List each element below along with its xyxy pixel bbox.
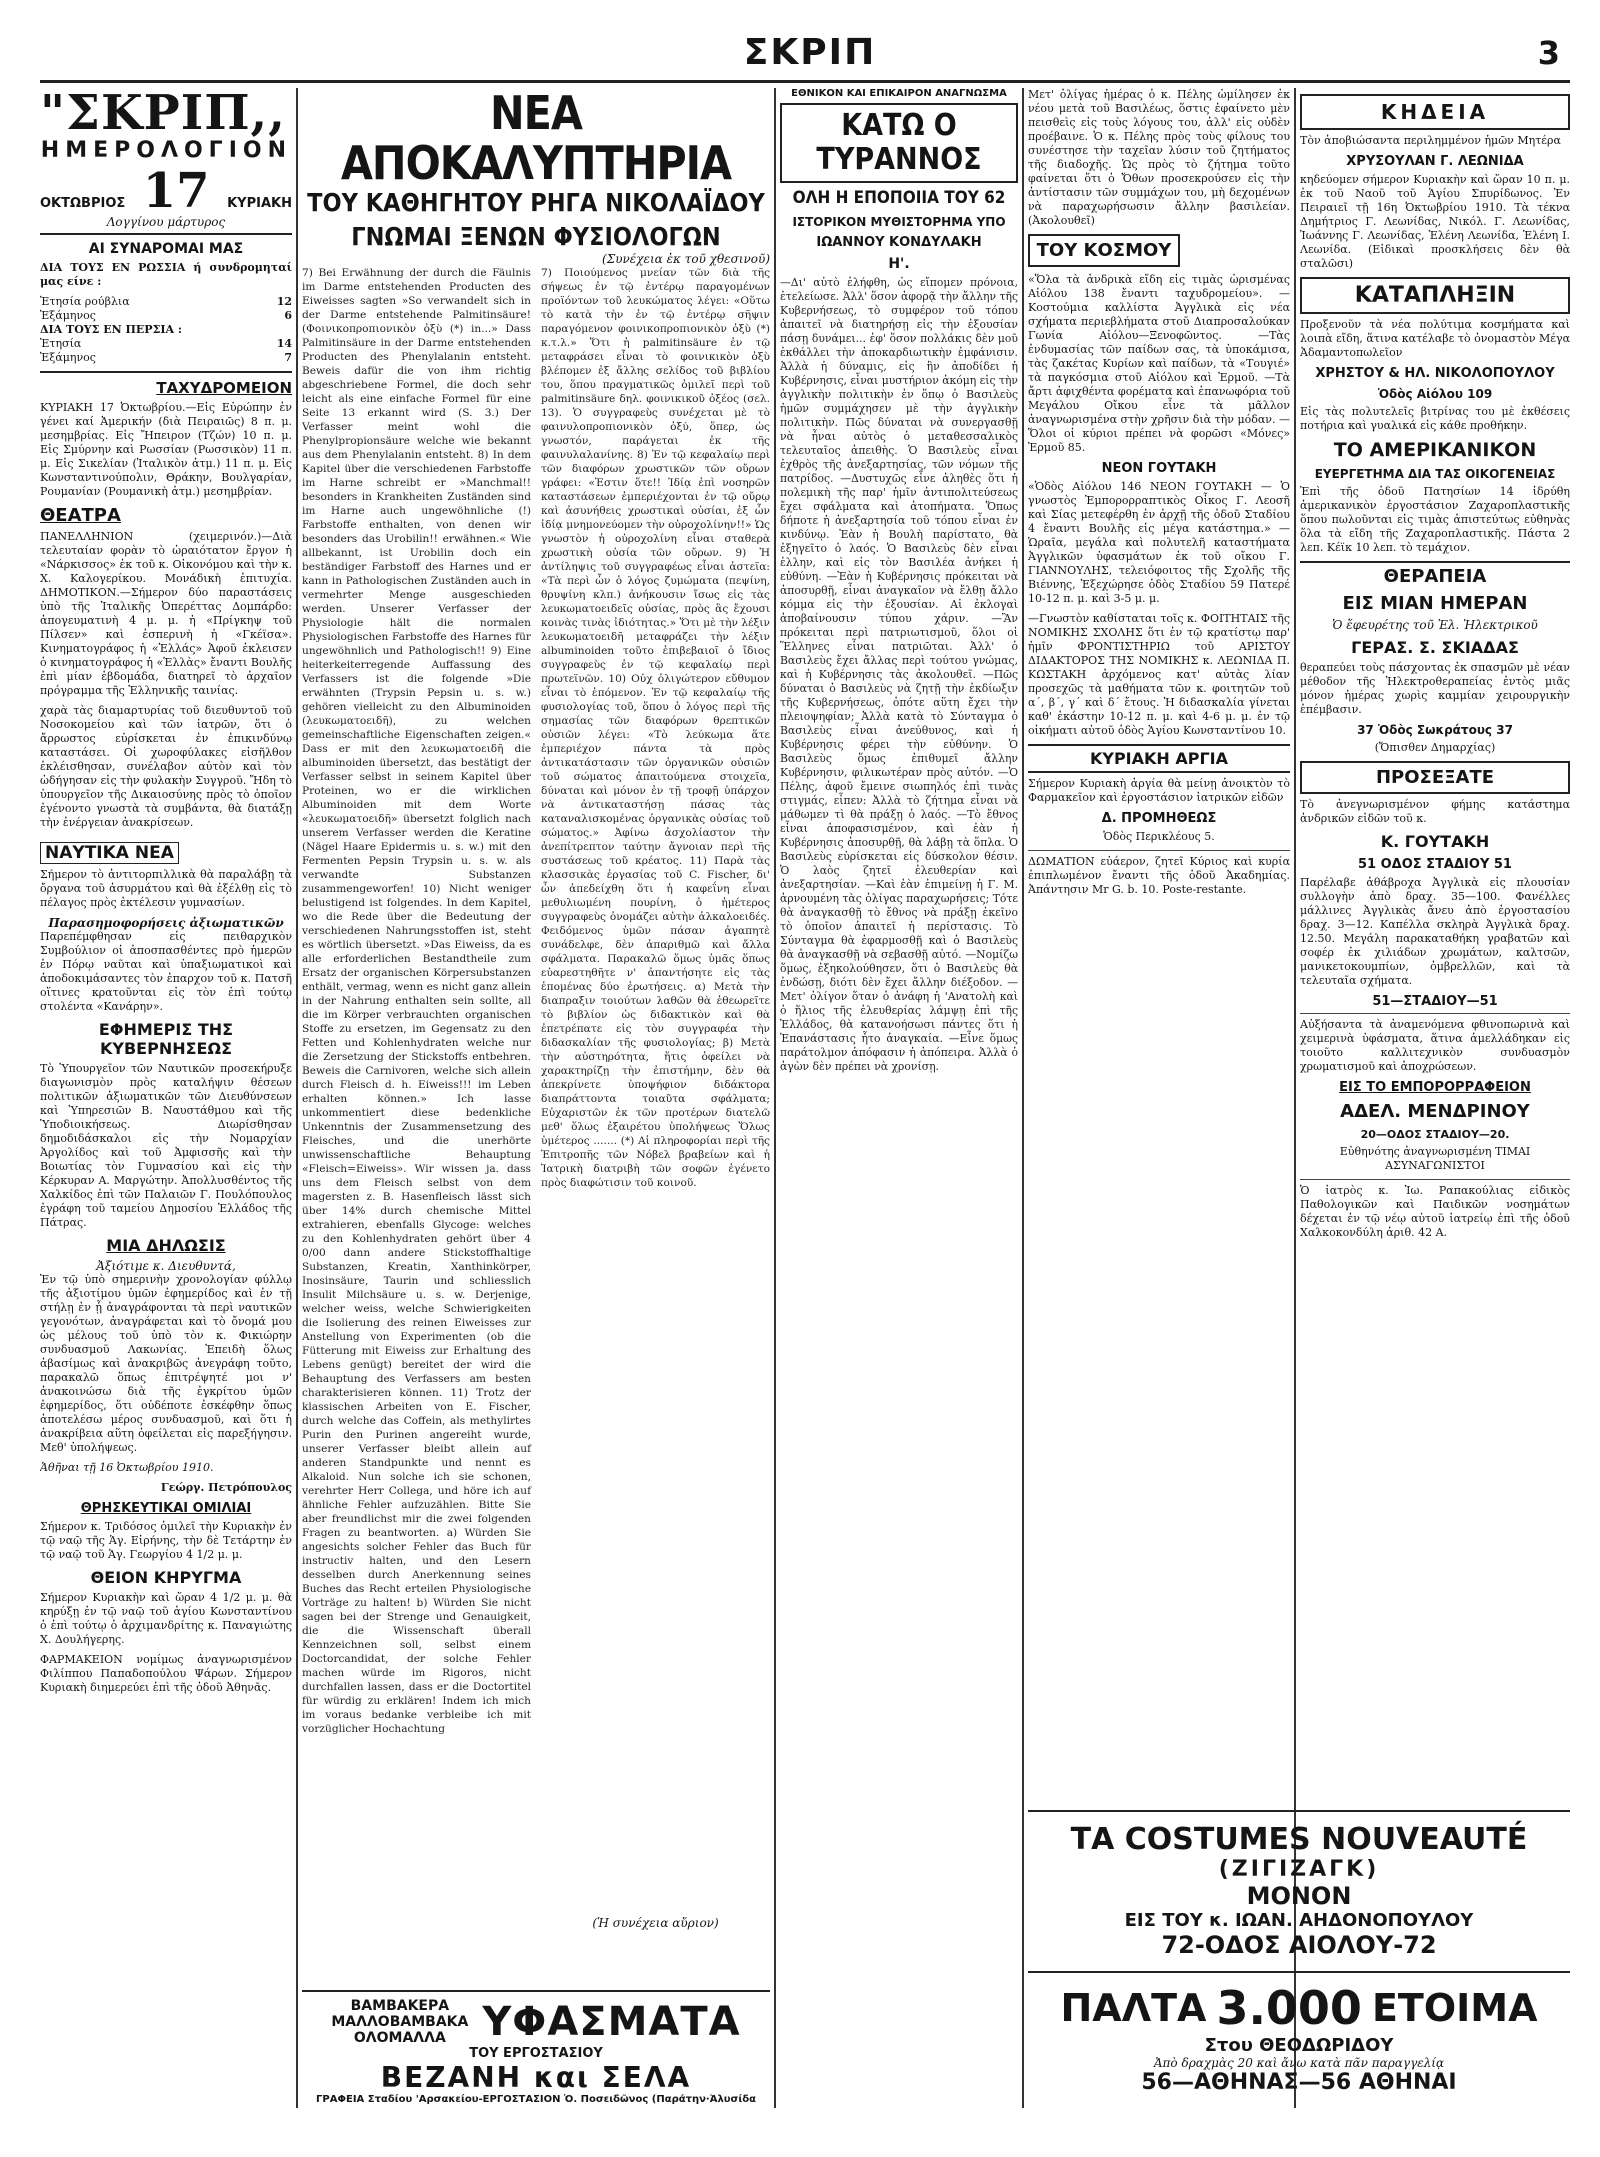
therapy-text: θεραπεύει τοὺς πάσχοντας ἐκ σπασμῶν μὲ νέαν μέθοδον τῆς Ἠλεκτροθεραπείας ἐντὸς μιᾶς μόνον ἡμέρας χωρὶς καμμίαν χειρουργικὴν ἐπέμβασιν. [1300, 661, 1570, 716]
tailor-address: 20—ΟΔΟΣ ΣΤΑΔΙΟΥ—20. [1360, 1128, 1510, 1141]
sub-row-value: 6 [284, 309, 292, 322]
jewellery-name: ΧΡΗΣΤΟΥ & ΗΛ. ΝΙΚΟΛΟΠΟΥΛΟΥ [1315, 366, 1555, 381]
masthead [40, 30, 1570, 83]
tailor-heading: ΕΙΣ ΤΟ ΕΜΠΟΡΟΡΡΑΦΕΙΟΝ [1339, 1080, 1531, 1095]
attention-text: Τὸ ἀνεγνωρισμένον φήμης κατάστημα ἀνδρικῶν εἰδῶν τοῦ κ. [1300, 798, 1570, 825]
column-4 [1028, 88, 1290, 1808]
attention-text-2: Παρέλαβε ἀθάβροχα Ἀγγλικὰ εἰς πλουσίαν συλλογὴν ἀπὸ δραχ. 35—100. Φανέλλες μάλλινες Ἀγγλικὰς ἄνευ ἀπὸ ἐργοστασίου δραχ. 3—12. Καπέλλα σκληρὰ Ἀγγλικὰ δραχ. 12.50. Μεγάλη παρακαταθήκη γραβατῶν καὶ σοφέρ ἐκ χιλιάδων χρωμάτων, καλτσῶν, μανικετοκουμπίων, ὀμβρελλῶν, καὶ τὰ τελευταῖα σχήματα. [1300, 876, 1570, 987]
argia-name: Δ. ΠΡΟΜΗΘΕΩΣ [1101, 811, 1217, 826]
sermon-heading: ΘΕΙΟΝ ΚΗΡΥΓΜΑ [90, 1568, 242, 1587]
post-heading: ΤΑΧΥΔΡΟΜΕΙΟΝ [156, 379, 292, 397]
column-2 [302, 88, 770, 2108]
gov-heading: ΕΦΗΜΕΡΙΣ ΤΗΣ ΚΥΒΕΡΝΗΣΕΩΣ [98, 1020, 234, 1058]
theatre-text: ΠΑΝΕΛΛΗΝΙΟΝ (χειμερινόν.)—Διὰ τελευταίαν φορὰν τὸ ὡραιότατον ἔργον ἡ «Νάρκισσος» ἐκ τοῦ κ. Οἰκονόμου καὶ τὴν κ. Χ. Καλογερίκου. Μονάδικὴ ἐπιτυχία. ΔΗΜΟΤΙΚΟΝ.—Σήμερον δύο παραστάσεις ὑπὸ τῆς Ἰταλικῆς Ὀπερέττας Δομπάρδο: ἀπογευματινὴ 4 μ. μ. ἡ «Πρίγκηψ τοῦ Πίλσεν» καὶ ἑσπερινὴ ἡ «Γκέϊσα». Κινηματογράφος ἡ «Ἑλλάς» Ἀφοῦ ἐκλεισεν ὁ κινηματογράφος ἡ «Ἑλλὰς» ἔναντι Βουλῆς ἐπὶ μίαν ἑβδομάδα, διατηρεῖ τὸ ἀρχαῖον πρόγραμμα τῆς Ἑλληνικῆς ταινίας. [40, 530, 292, 697]
goutaki-heading: ΝΕΟΝ ΓΟΥΤΑΚΗ [1101, 461, 1217, 476]
declaration-heading: ΜΙΑ ΔΗΛΩΣΙΣ [106, 1236, 226, 1255]
law-school-text: —Γνωστὸν καθίσταται τοῖς κ. ΦΟΙΤΗΤΑΙΣ τῆς ΝΟΜΙΚΗΣ ΣΧΟΛΗΣ ὅτι ἐν τῷ κρατίστῳ παρ' ἡμῖν ΦΡΟΝΤΙΣΤΗΡΙΩ τοῦ ΑΡΙΣΤΟΥ ΔΙΔΑΚΤΟΡΟΣ ΤΗΣ ΝΟΜΙΚΗΣ κ. ΛΕΩΝΙΔΑ Π. ΚΩΣΤΑΚΗ ἀρχόμενος κατ' αὐτὰς λίαν προσεχῶς τὰ μαθήματα τῶν κ. φοιτητῶν τοῦ α΄, β΄, γ΄ καὶ δ΄ ἔτους. Ἡ διδασκαλία γίνεται καθ' ἑκάστην 10-12 π. μ. καὶ 4-6 μ. μ. ἐν τῷ οἰκήματι αὐτοῦ ὁδὸς Ἁγίου Κωνσταντίνου 10. [1028, 612, 1290, 737]
costumes-ad [1028, 1810, 1570, 1959]
funeral-heading: ΚΗΔΕΙΑ [1300, 94, 1570, 130]
naval-text-2: Παρεπέμφθησαν εἰς πειθαρχικὸν Συμβούλιον οἱ ἀποσπασθέντες πρὸ ἡμερῶν ἐν Πόρῳ ναῦται καὶ ὑπαξιωματικοὶ καὶ ἀποδοκιμάσαντες τὸν ἐπαρχον τοῦ κ. Πατσῆ οἵτινες κρατοῦνται εἰς τὸν ἐπὶ τούτῳ στολέντα «Κανάρην». [40, 930, 292, 1013]
column-3 [780, 88, 1018, 2108]
theatre-text-2: χαρὰ τὰς διαμαρτυρίας τοῦ διευθυντοῦ τοῦ Νοσοκομείου καὶ τῶν ἰατρῶν, ὅτι ὁ ἄρρωστος εὑρίσκεται ἐν ἐπικινδύνῳ καταστάσει. Οἱ χωροφύλακες εἰσῆλθον ἐκλέισθησαν, συνέλαβον αὐτὸν καὶ τὸν ὡδήγησαν εἰς τὴν φυλακὴν Συγγροῦ. Ἤδη τὸ ὑπουργεῖον τῆς Δικαιοσύνης πρὸς τὸ ὁποῖον ἐγένοντο γνωστὰ τὰ συμβάντα, θὰ διατάξῃ τὴν ἐνέργειαν ἀνακρίσεων. [40, 704, 292, 829]
theatre-heading: ΘΕΑΤΡΑ [40, 505, 121, 526]
pharmacy-text: ΦΑΡΜΑΚΕΙΟΝ νομίμως ἀναγνωρισμένον Φιλίππου Παπαδοπούλου Ψάρων. Σήμερον Κυριακὴ διημερεύει ἐπὶ τῆς ὁδοῦ Ἀθηνᾶς. [40, 1653, 292, 1694]
headline-3: ΓΝΩΜΑΙ ΞΕΝΩΝ ΦΥΣΙΟΛΟΓΩΝ [351, 222, 721, 251]
therapy-name: ΓΕΡΑΣ. Σ. ΣΚΙΑΔΑΣ [1351, 638, 1519, 657]
ad-address: ΓΡΑΦΕΙΑ Σταδίου 'Αρσακείου-ΕΡΓΟΣΤΑΣΙΟΝ Ὁ. Ποσειδῶνος (Παράτην·Ἀλυσίδα [316, 2094, 756, 2105]
attention-name: Κ. ΓΟΥΤΑΚΗ [1380, 832, 1490, 851]
sub-row-label: Ἑξάμηνος [40, 351, 96, 364]
column-rule [1294, 88, 1296, 2108]
declaration-date: Ἀθῆναι τῇ 16 Ὀκτωβρίου 1910. [40, 1461, 214, 1474]
serial-genre: ΙΣΤΟΡΙΚΟΝ ΜΥΘΙΣΤΟΡΗΜΑ ΥΠΟ [792, 215, 1006, 229]
tailor-name: ΑΔΕΛ. ΜΕΝΔΡΙΝΟΥ [1340, 1101, 1530, 1122]
religious-text: Σήμερον κ. Τριδόσος ὁμιλεῖ τὴν Κυριακὴν ἐν τῷ ναῷ τῆς Ἁγ. Εἰρήνης, τὴν δὲ Τετάρτην ἐν τῷ ναῷ τοῦ Ἁγ. Γεωργίου 4 1/2 μ. μ. [40, 1520, 292, 1561]
room-ad: ΔΩΜΑΤΙΟΝ εὐάερον, ζητεῖ Κύριος καὶ κυρία ἐπιπλωμένον ἔναντι τῆς ὁδοῦ Ἀκαδημίας. Ἀπάντησιν Mr G. b. 10. Poste-restante. [1028, 855, 1290, 896]
funeral-text: Τὸν ἀποβιώσαντα περιλημμένον ἡμῶν Μητέρα [1300, 134, 1561, 147]
coats-price: Ἀπὸ δραχμὰς 20 καὶ ἄνω κατὰ πᾶν παραγγελίᾳ [1153, 2056, 1445, 2070]
column-5 [1300, 88, 1570, 1808]
headline-2: ΤΟΥ ΚΑΘΗΓΗΤΟΥ ΡΗΓΑ ΝΙΚΟΛΑΪΔΟΥ [307, 188, 765, 217]
costumes-subtitle: (ΖΙΓΙΖΑΓΚ) [1218, 1857, 1380, 1882]
serial-continuation: Μετ' ὀλίγας ἡμέρας ὁ κ. Πέλης ὡμίλησεν ἐκ νέου μετὰ τοῦ Βασιλέως, ὅστις ἐφαίνετο μὲν πεισθεὶς εἰς τοὺς λόγους του, ἀλλ' εἰς οὐδὲν προέβαινε. Ὁ κ. Πέλης πρὸς τοὺς φίλους του συνέστησε τὴν ταχεῖαν λύσιν τοῦ ζητήματος τῆς διαδοχῆς. Ὡς πρὸς τὸ ζήτημα τοῦτο φαίνεται ὅτι ὁ Ὄθων προσεκρούσεν εἰς τὴν ἀντίστασιν τῶν συμμάχων του, μὴ δεχομένων νὰ παραχωρήσωσιν ἄλλην βασιλείαν. (Ἀκολουθεῖ) [1028, 88, 1290, 227]
continued-tomorrow: (Ἡ συνέχεια αὔριον) [592, 1916, 719, 1930]
serial-kicker: ΕΘΝΙΚΟΝ ΚΑΙ ΕΠΙΚΑΙΡΟΝ ΑΝΑΓΝΩΣΜΑ [791, 88, 1007, 99]
calendar-box [40, 88, 292, 235]
funeral-name: ΧΡΥΣΟΥΛΑΝ Γ. ΛΕΩΝΙΔΑ [1346, 154, 1524, 169]
jewellery-heading: ΚΑΤΑΠΛΗΞΙΝ [1300, 277, 1570, 314]
masthead-title: ΣΚΡΙΠ [743, 32, 877, 73]
column-1 [40, 88, 292, 2108]
attention-address-2: 51—ΣΤΑΔΙΟΥ—51 [1372, 994, 1498, 1009]
ad-big-word: ΥΦΑΣΜΑΤΑ [482, 1999, 741, 2045]
textile-ad [302, 1990, 770, 2105]
sub-row-value: 14 [276, 337, 292, 350]
serial-text: —Δι' αὐτὸ ἐλήφθη, ὡς εἴπομεν πρόνοια, ἐτελείωσε. Ἀλλ' ὅσον ἀφορᾷ τὴν ἄλλην τῆς Κυβερνήσεως, τὸ συμφέρον τοῦ τόπου ἀπαιτεῖ νὰ διατηρήσῃ εἰς τὴν ἐξουσίαν πάσῃ δυνάμει... ἐφ' ὅσον πολλάκις δὲν μοῦ ἐκθάλλει τὴν ἀποκαρδιωτικὴν ἐμφάνισιν. Ἀλλὰ ἡ δύναμις, εἰς ἣν ἀποδίδει ἡ Κυβέρνησις, εἶναι μυστήριον ἀκόμη εἰς τὴν ἀγγλικὴν πολιτικὴν ἐν ὅπῳ ὁ Βασιλεὺς ἡμῶν συμμάχησεν μὲ τὴν ἀγγλικὴν πολιτικὴν. Πῶς δύναται νὰ συνεργασθῇ νὰ ἦναι αὐτὸς ὁ μεταθεσσαλικὸς τελευταῖος ἀπειθὴς. Ὁ Βασιλεὺς εἶναι ἐχθρὸς τῆς ἀνεξαρτησίας, τῶν νόμων τῆς πατρίδος. —Δυστυχῶς εἶνε ἀληθὲς ὅτι ἡ πολεμικὴ τῆς παρ' ἡμῖν ἀντιπολιτεύσεως ἔχει σφάλματα καὶ ἀτοπήματα. Ὅπως δήποτε ἡ ἀνεξαρτησία τοῦ τόπου εἶναι ἐν κινδύνῳ. Ἐὰν ἡ Βουλὴ παρίστατο, θὰ ἐξηγεῖτο ὁ λαός. Ὁ Βασιλεὺς δὲν εἶναι ἑλλην, καὶ εἰς τὸν Βασιλέα ἀνήκει ἡ εὐθύνη. —Ἐὰν ἡ Κυβέρνησις πρόκειται νὰ ἀποσυρθῇ, εἶναι ἀναγκαῖον νὰ ἔλθῃ ἄλλο κόμμα εἰς τὴν ἐξουσίαν. Αἱ ἐκλογαὶ ἀποβαίνουσιν τύπου χάριν. —Ἂν πρόκειται περὶ πατριωτισμοῦ, ὅλοι οἱ Ἕλληνες εἶναι πατριῶται. Ἀλλ' ὁ Βασιλεὺς ἔχει ἄλλας περὶ τούτου γνώμας, καὶ ἡ Κυβέρνησις τὰς ἀκολουθεῖ. —Πῶς δύναται ὁ Βασιλεὺς νὰ ζητῇ τὴν ἐκδίωξιν τῆς Κυβερνήσεως, ὁπότε αὕτη ἔχει τὴν πλειοψηφίαν; Ἀλλὰ κατὰ τὸ Σύνταγμα ὁ Βασιλεὺς εἶναι ἀνεύθυνος, καὶ ἡ Κυβέρνησις φέρει τὴν εὐθύνην. Ὁ Βασιλεὺς ὅμως ἐπιθυμεῖ ἄλλην Κυβέρνησιν, φιλικωτέραν πρὸς αὐτόν. —Ὁ Πέλης, ἀφοῦ ἔμεινε σιωπηλός ἐπὶ τινὰς στιγμάς, εἶπεν: Ἀλλὰ τὸ ζήτημα εἶναι νὰ μάθωμεν τὶ θὰ πράξῃ ὁ λαός. —Τὸ ἔθνος εἶναι ἀποφασισμένον, καὶ ἐὰν ἡ Κυβέρνησις ἀποσυρθῇ, θὰ λάβῃ τὰ ὅπλα. Ὁ Βασιλεὺς εὑρίσκεται εἰς δύσκολον θέσιν. Ὁ λαὸς ζητεῖ ἐλευθερίαν καὶ ἀνεξαρτησίαν. —Καὶ ἐὰν ἐπιμείνῃ ἡ Γ. Μ. ἀρνουμένη τὰς ὀλίγας παραχωρήσεις; Τότε θὰ ἀναγκασθῇ τὸ ἔθνος νὰ πράξῃ ἐκεῖνο τὸ ὁποῖον ἀπαιτεῖ ἡ περίστασις. Τὸ Σύνταγμα θὰ ἐφαρμοσθῇ καὶ ὁ Βασιλεὺς θὰ ἀναγκασθῇ νὰ σεβασθῇ αὐτό. —Νομίζω ὅμως, ἐξηκολούθησεν, ὅτι ὁ Βασιλεὺς θὰ ἐνδώσῃ, διότι δὲν ἔχει ἄλλην διέξοδον. —Μετ' ὀλίγον ὅταν ὁ ἀνάφη ἡ 'Ανατολὴ καὶ ὁ ἥλιος τῆς ἐλευθερίας λάμψῃ ἐπὶ τῆς Ἑλλάδος, θὰ κατανοήσωσι πάντες ὅτι ἡ Ἐπανάστασις ἦτο ἀναγκαία. —Εἶνε ὅμως παράτολμον ἀπόφασιν ἡ ἀπόπειρα. Ἀλλὰ ὁ ἀγὼν δὲν πρέπει νὰ χρονίσῃ. [780, 276, 1018, 1073]
costumes-title: ΤΑ COSTUMES NOUVEAUTÉ [1070, 1822, 1528, 1857]
doctor-ad: Ὁ ἰατρὸς κ. Ἰω. Ραπακούλιας εἰδικὸς Παθολογικῶν καὶ Παιδικῶν νοσημάτων δέχεται ἐν τῷ νέῳ αὐτοῦ ἰατρείῳ ἐπὶ τῆς ὁδοῦ Χαλκοκονδύλη ἀριθ. 42 Α. [1300, 1184, 1570, 1239]
sub-row-label: Ἐτησία [40, 337, 82, 350]
jewellery-text-2: Εἰς τὰς πολυτελεῖς βιτρίνας του μὲ ἐκθέσεις ποτήρια καὶ γυαλικά εἰς κάθε προθήκην. [1300, 405, 1570, 432]
subscriptions-russia: ΔΙΑ ΤΟΥΣ ΕΝ ΡΩΣΣΙΑ ή συνδρομηταί μας είνε : [40, 261, 292, 288]
post-text: ΚΥΡΙΑΚΗ 17 Ὀκτωβρίου.—Εἰς Εὐρώπην ἐν γένει καί Ἀμερικήν (διὰ Πειραιῶς) 8 π. μ. μεσημβρίας. Εἰς Ἤπειρον (Τζών) 10 π. μ. Εἰς Σμύρνην καὶ Ρωσσίαν (Ρωσσικὸν) 11 π. μ. Εἰς Σικελίαν (Ἰταλικὸν ἀτμ.) 11 π. μ. Εἰς Κωνσταντινούπολιν, Θράκην, Βουλγαρίαν, Ρουμανίαν (Ρουμανικὴ ἀτμ.) μεσημβρίαν. [40, 401, 292, 498]
coats-address: 56—ΑΘΗΝΑΣ—56 ΑΘΗΝΑΙ [1141, 2070, 1457, 2095]
calendar-subtitle: ΗΜΕΡΟΛΟΓΙΟΝ [40, 138, 292, 163]
newspaper-page [40, 30, 1570, 2120]
page-number: 3 [1537, 34, 1560, 72]
naval-text: Σήμερον τὸ ἀντιτορπιλλικὰ θὰ παραλάβῃ τὰ ὄργανα τοῦ ἀσυρμάτου καὶ θὰ ἐξέλθῃ εἰς τὸ πέλαγος πρὸς ἐκτέλεσιν γυμνασίων. [40, 868, 292, 909]
declaration-signature: Γεώργ. Πετρόπουλος [160, 1481, 292, 1494]
argia-heading: ΚΥΡΙΑΚΗ ΑΡΓΙΑ [1028, 744, 1290, 773]
ad-line-3: ΟΛΟΜΑΛΛΑ [353, 2030, 446, 2046]
argia-address: Ὁδὸς Περικλέους 5. [1103, 830, 1215, 843]
coats-shop: Στου ΘΕΟΔΩΡΙΔΟΥ [1204, 2035, 1394, 2056]
subscriptions-table [40, 295, 292, 365]
therapy-intro: Ὁ ἔφευρέτης τοῦ Ἐλ. Ἠλεκτρικοῦ [1332, 618, 1538, 632]
ad-line-1: ΒΑΜΒΑΚΕΡΑ [350, 1998, 450, 2014]
naval-heading: ΝΑΥΤΙΚΑ ΝΕΑ [40, 842, 179, 864]
american-text: Ἐπὶ τῆς ὁδοῦ Πατησίων 14 ἱδρύθη ἀμερικανικὸν ἐργοστάσιον Ζαχαροπλαστικῆς ὅπου πωλοῦνται εἰς τιμὰς ἀπιστεύτως εὐθηνὰς ὅλα τὰ εἴδη τῆς Ζαχαροπλαστικῆς. Πάστα 2 λεπ. Κέϊκ 10 λεπ. τὸ τεμάχιον. [1300, 485, 1570, 554]
jewellery-address: Ὁδὸς Αἰόλου 109 [1377, 387, 1493, 401]
serial-headline: ΚΑΤΩ Ο ΤΥΡΑΝΝΟΣ [780, 103, 1018, 183]
calendar-day: 17 [142, 163, 210, 219]
attention-heading: ΠΡΟΣΕΞΑΤΕ [1300, 761, 1570, 794]
subscriptions-heading: ΑΙ ΣΥΝΑΡΟΜΑΙ ΜΑΣ [88, 241, 244, 257]
sermon-text: Σήμερον Κυριακὴν καὶ ὥραν 4 1/2 μ. μ. θὰ κηρύξῃ ἐν τῷ ναῷ τοῦ ἁγίου Κωνσταντίνου ὁ ἐπὶ τούτῳ ὁ ἀρχιμανδρίτης κ. Παναγιώτης Χ. Δουλήγερης. [40, 1591, 292, 1646]
funeral-text-2: κηδεύομεν σήμερον Κυριακὴν καὶ ὥραν 10 π. μ. ἐκ τοῦ Ναοῦ τοῦ Ἁγίου Σπυρίδωνος. Ἐν Πειραιεῖ τῇ 16η Ὀκτωβρίου 1910. Τὰ τέκνα Δημήτριος Γ. Λεωνίδας, Νικόλ. Γ. Λεωνίδας, Ἰωάννης Γ. Λεωνίδας, Ἑλένη Λεωνίδα, Ἑλένη Ι. Λεωνίδα. (Εἰδικαὶ προσκλήσεις δὲν θὰ σταλῶσι) [1300, 173, 1570, 270]
calendar-month: ΟΚΤΩΒΡΙΟΣ [40, 196, 126, 211]
therapy-heading-2: ΕΙΣ ΜΙΑΝ ΗΜΕΡΑΝ [1342, 593, 1528, 614]
therapy-address-2: (Ὄπισθεν Δημαρχίας) [1374, 741, 1496, 754]
declaration-salutation: Ἀξιότιμε κ. Διευθυντά, [96, 1259, 236, 1273]
coats-ready: ΕΤΟΙΜΑ [1371, 1986, 1538, 2030]
german-text: 7) Bei Erwähnung der durch die Fäulnis im Darme entstehenden Producten des Eiweisses sagten »So verwandelt sich in der Darme entstehende Palmitinsäure! (Φοινικοπροπιονικὸν ὀξὺ (*) in...» Dass Palmitinsäure in der Darme entstehenden Producten des Phenylalanin entsteht. Beweis dafür die von ihm richtig abgeschriebene Formel, die doch sehr leicht als eine einfache Formel für eine Seite 13 erkannt wird (S. 3.) Der Verfasser meint wohl die Phenylpropionsäure welche wie bekannt aus dem Phenylalanin entsteht. 8) In dem Kapitel über die verschiedenen Farbstoffe im Harne schreibt er »Manchmal!! besonders in Krankheiten Zuständen sind im Harne auch ungewöhnliche (!) Farbstoffe enthalten, von denen wir besonders das Urobilin!! erwähnen.« Wie allbekannt, ist Urobilin doch ein beständiger Farbstoff des Harnes und er kann in Pathologischen Zuständen auch in vermehrter Menge ausgeschieden werden. Unserer Verfasser der Physiologie hält die normalen Physiologischen Farbstoffe des Harnes für ungewöhnlich und Pathologisch!! 9) Eine heiterkeiterregende Auffassung des Verfassers ist die folgende »Die erwähnten (Trypsin Pepsin u. s. w.) gehören vielleicht zu den Albuminoiden (λευκωματοειδῆ), zu welchen gemeinschaftliche Eigenschaften zeigen.« Dass er mit den λευκωματοειδῆ die albuminoiden übersetzt, das bestätigt der Verfasser selbst in seinem Kapitel über Proteinen, wo er die wirklichen Albuminoiden mit dem Worte «λευκωματοειδῆ» übersetzt folglich nach unserem Verfasser werden die Keratine (Nägel Haare Epidermis u. s. w.) mit den Fermenten Pepsin Trypsin u. s. w. als verwandte Substanzen zusammengeworfen! 10) Nicht weniger belustigend ist folgendes. In dem Kapitel, wo die Rede über die Bedeutung der verschiedenen Nahrungsstoffen ist, steht es wörtlich übersetzt. »Das Eiweiss, da es alle erforderlichen Bestandtheile zum Ersatz der organischen Körpersubstanzen enthält, vermag, wenn es nicht ganz allein in der Nahrung enthalten sein sollte, all die im Körper verbrauchten organischen Stoffe zu ersetzen, im Gegensatz zu den Fetten und Kohlenhydraten welche nur die Zersetzung der Stickstoffs entbehren. Beweis die Carnivoren, welche sich allein durch Fleisch d. h. Eiweiss!!! im Leben erhalten können.» Ich lasse unkommentiert diese bedenkliche Unkenntnis der Zusammensetzung des Fleisches, und die unerhörte unwissenschaftliche Behauptung «Fleisch=Eiweiss». Wir wissen ja. dass uns dem Fleisch selbst von dem magersten z. B. Hasenfleisch lässt sich über 14% durch chemische Mittel extrahieren, ebenfalls Glycoge: welches zu den Kohlenhydraten gehört über 4 0/00 dann andere Stickstoffhaltige Substanzen, Kreatin, Xanthinkörper, Inosinsäure, Taurin und schliesslich Insulit Milchsäure u. s. w. Derjenige, welcher weiss, welche Schwierigkeiten die Isolierung des reinen Eiweisses zur Anstellung von Experimenten (ob die Fütterung mit Eiweiss zur Erhaltung des Lebens genügt) bereitet der wird die Behauptung des Verfassers am besten charakterisieren können. 11) Trotz der klassischen Arbeiten von E. Fischer, durch welche das Coffein, als methylirtes Purin den Purinen angereiht wurde, unserer Verfasser bleibt allein auf anderen Standpunkte und nennt es Alkaloid. Nun solche ich sie schonen, verehrter Herr Collega, und höre ich auf ähnliche Fehler aufzuzählen. Bitte Sie aber freundlichst mir die zwei folgenden Fragen zu beantworten. a) Würden Sie angesichts solcher Fehler das Buch für instructiv halten, und den Lesern desselben durch Anerkennung seines Buches das Recht erteilen Physiologische Vorträge zu halten! b) Würden Sie nicht sagen bei der Strenge und Genauigkeit, die die Wissenschaft überall Kennzeichnen soll, selbst einem Doctorcandidat, der solche Fehler machen würde im Rigoros, nicht durchfallen lassen, dass er die Doctortitel für würdig zu erklären! Indem ich mich im voraus bedanke verbleibe ich mit vorzüglicher Hochachtung [302, 267, 531, 1735]
religious-heading: ΘΡΗΣΚΕΥΤΙΚΑΙ ΟΜΙΛΙΑΙ [80, 1501, 252, 1516]
calendar-title: "ΣΚΡΙΠ,, [40, 88, 286, 141]
costumes-address: 72-ΟΔΟΣ ΑΙΟΛΟΥ-72 [1161, 1931, 1437, 1959]
costumes-shop: ΕΙΣ ΤΟΥ κ. ΙΩΑΝ. ΑΗΔΟΝΟΠΟΥΛΟΥ [1124, 1910, 1474, 1931]
sub-row-label: Ἑξάμηνος [40, 309, 96, 322]
argia-text: Σήμερον Κυριακὴ ἀργία θὰ μείνῃ ἀνοικτὸν τὸ Φαρμακεῖον καὶ ἐργοστάσιον ἰατρικῶν εἰδῶν [1028, 777, 1290, 804]
article-body [302, 266, 770, 1966]
column-rule [296, 88, 298, 2108]
continued-note: (Συνέχεια ἐκ τοῦ χθεσινοῦ) [602, 252, 770, 266]
headline-1: ΝΕΑ ΑΠΟΚΑΛΥΠΤΗΡΙΑ [340, 88, 732, 190]
kosmos-text: «Ὅλα τὰ ἀνδρικὰ εἴδη εἰς τιμὰς ὡρισμένας Αἰόλου 138 ἔναντι ταχυδρομείου». —Κοστούμια καλλίστα Ἀγγλικὰ εἰς νέα σχήματα περιεβλήματα στοῦ Διαπροσαλούκαν Γωνία Αἰόλου—Ξενοφῶντος. —Τὰς ἐνδυμασίας τῶν παίδων σας, τὰ ὑποκάμισα, τὰς ζακέτας Κυρίων καὶ παίδων, τὰ «Τουγιέ» τὰ παγκόσμια στοῦ Αἰόλου καὶ Ἐρμοῦ. —Τὰ ἄρτι ἀφιχθέντα φορέματα καὶ ἐπανωφόρια τοῦ Μεγάλου Οἴκου εἶνε τὰ μᾶλλον ἀναγνωρισμένα στὴν χρῆσιν διὰ τὴν μόδαν. —Ὅλοι οἱ κύριοι πρέπει νὰ φορῶσι «Μόνες» Ἐρμοῦ 85. [1028, 273, 1290, 454]
coats-ad [1028, 1971, 1570, 2095]
ad-line-2: ΜΑΛΛΟΒΑΜΒΑΚΑ [331, 2014, 469, 2030]
kosmos-heading: ΤΟΥ ΚΟΣΜΟΥ [1028, 234, 1180, 267]
goutaki-text: «Ὁδὸς Αἰόλου 146 ΝΕΟΝ ΓΟΥΤΑΚΗ — Ὁ γνωστὸς Ἐμπορορραπτικὸς Οἶκος Γ. Λεοσῆ καὶ Σίας μετεφέρθη ἐν ἀρχῇ τῆς ὁδοῦ Σταδίου 4 ἔναντι Βουλῆς εἰς μέγα κατάστημα.» —Ὡραῖα, μεγάλα καὶ πολυτελῆ καταστήματα Ἀγγλικῶν ὑφασμάτων ἐκ τοῦ οἴκου Γ. ΓΙΑΝΝΟΥΛΗΣ, τελειόφοιτος τῆς Σχολῆς τῆς Βιέννης, Ἐξεχώρησε ὁδὸς Σταδίου 59 Πατερέ 10-12 π. μ. καὶ 3-5 μ. μ. [1028, 480, 1290, 605]
expand-text: Αὐξήσαντα τὰ ἀναμενόμενα φθινοπωρινὰ καὶ χειμερινὰ ὑφάσματα, ἅτινα ἀμελλάδηκαν εἰς τοιοῦτο καλλιτεχνικὸν συνδυασμὸν χρωματισμοῦ καὶ ἀποχρώσεων. [1300, 1018, 1570, 1073]
gov-text: Τὸ Ὑπουργεῖον τῶν Ναυτικῶν προσεκήρυξε διαγωνισμὸν πρὸς καταλήψιν θέσεων πολιτικῶν ἀξιωματικῶν τῶν Διευθύνσεων καὶ Ὑπηρεσιῶν Β. Ναυστάθμου καὶ τῆς Ὑποδιοικήσεως. Διωρίσθησαν δημοδιδάσκαλοι εἰς τὴν Νομαρχίαν Ἀργολίδος καὶ τοῦ Ἀμφισσῆς καὶ τὴν Βοιωτίας τὸν Γυμνασίου καὶ εἰς τὴν Κέρκυραν Α. Μαργώτην. Ἀπολλυσθέντος τῆς Χαλκίδος ἐπὶ τῶν Παλαιῶν Γ. Πουλόπουλος ἐγράφη τοῦ ταμείου Δημοσίου Ἑλλάδος τῆς Πάτρας. [40, 1062, 292, 1229]
coats-number: 3.000 [1216, 1981, 1362, 2035]
calendar-weekday: ΚΥΡΙΑΚΗ [227, 196, 292, 211]
costumes-only: ΜΟΝΟΝ [1246, 1882, 1352, 1910]
sub-row-value: 12 [276, 295, 292, 308]
sub-row-label: Ἐτησία ρούβλια [40, 295, 130, 308]
serial-chapter: Η'. [888, 256, 910, 272]
tailor-text: Εὐθηνότης ἀναγνωρισμένη ΤΙΜΑΙ ΑΣΥΝΑΓΩΝΙΣΤΟΙ [1339, 1145, 1531, 1172]
serial-author: ΙΩΑΝΝΟΥ ΚΟΝΔΥΛΑΚΗ [816, 235, 982, 250]
calendar-saint: Λογγίνου μάρτυρος [106, 215, 226, 229]
american-heading: ΤΟ ΑΜΕΡΙΚΑΝΙΚΟΝ [1333, 439, 1537, 461]
bottom-right-ads [1028, 1810, 1570, 2095]
ad-company: ΒΕΖΑΝΗ και ΣΕΛΑ [380, 2061, 692, 2094]
jewellery-text: Προξενοῦν τὰ νέα πολύτιμα κοσμήματα καὶ λοιπὰ εἴδη, ἅτινα κατέλαβε τὸ ὀνομαστὸν Μέγα Ἀδαμαντοπωλεῖον [1300, 318, 1570, 359]
greek-column [541, 266, 770, 1966]
naval-subheading: Παρασημοφορήσεις ἀξιωματικῶν [48, 916, 284, 930]
coats-word: ΠΑΛΤΑ [1060, 1986, 1207, 2030]
therapy-address: 37 Ὁδὸς Σωκράτους 37 [1357, 723, 1513, 737]
declaration-text: Ἐν τῷ ὑπὸ σημερινὴν χρονολογίαν φύλλῳ τῆς ἀξιοτίμου ὑμῶν ἐφημερίδος καὶ ἐν τῇ στήλῃ ἐν ᾗ ἀναγράφονται τὰ περὶ ναυτικῶν γεγονότων, ἀναγράφεται καὶ τὸ ὄνομά μου ὡς μέλους τοῦ ὑπὸ τὸν κ. Φικιώρην συνδυασμοῦ Λακωνίας. Ἐπειδὴ ὅλως ἀβασίμως καὶ ἀνακριβῶς ἀνεγράφη τοῦτο, παρακαλῶ ὅπως ἐπιτρέψητέ μοι ν' ἀνακοινώσω διὰ τῆς ἐγκρίτου ὑμῶν ἐφημερίδος, ὅτι οὐδέποτε ἐσκέφθην ὅπως ἀποτελέσω μέρος συνδυασμοῦ, καὶ ὅτι ἡ ἀνακρίβεια αὕτη ὀφείλεται εἰς παρεξήγησιν. Μεθ' ὑπολήψεως. [40, 1273, 292, 1454]
column-rule [1022, 88, 1024, 2108]
sub-row-label: ΔΙΑ ΤΟΥΣ ΕΝ ΠΕΡΣΙΑ : [40, 323, 182, 336]
attention-address: 51 ΟΔΟΣ ΣΤΑΔΙΟΥ 51 [1358, 857, 1512, 872]
greek-text: 7) Ποιούμενος μνείαν τῶν διὰ τῆς σήψεως ἐν τῷ ἐντέρῳ παραγομένων προϊόντων τοῦ λευκώματος λέγει: «Οὕτω τὸ κατὰ τὴν ἐν τῷ ἐντέρῳ σῆψιν παραγόμενον φοινικοπροπιονικὸν ὀξὺ (*) κ.τ.λ.» Ὅτι ἡ palmitinsäure ἐν τῷ μεταφράσει εἶναι τὸ φοινικικὸν ὀξὺ βλέπομεν ἐξ ἄλλης σελίδος τοῦ βιβλίου του, ὅπου πραγματικῶς ὁμιλεῖ περὶ τοῦ palmitinsäure δηλ. φοινικικοῦ ὀξέος (σελ. 13). Ὁ συγγραφεὺς συνέχεται μὲ τὸ φαινυλοπροπιονικὸν ὀξύ, ὅπερ, ὡς γνωστόν, παράγεται ἐκ τῆς φαινυλαλανίνης. 8) Ἐν τῷ κεφαλαίῳ περὶ τῶν διαφόρων χρωστικῶν τῶν οὔρων γράφει: «Ἐστιν ὅτε!! Ἰδίᾳ ἐπὶ νοσηρῶν καταστάσεων ἐμπεριέχονται ἐν τῷ οὔρῳ καὶ ἀσυνήθεις χρωστικαὶ οὐσίαι, ἐξ ὧν ἰδίᾳ μνημονεύομεν τὴν οὐροχολίνην!!» Ὡς γνωστὸν ἡ οὐροχολίνη εἶναι σταθερὰ χρωστικὴ οὐσία τῶν οὔρων. 9) Ἡ ἀντίληψις τοῦ συγγραφέως εἶναι ἀστεῖα: «Τὰ περὶ ὧν ὁ λόγος ζυμώματα (πεψίνη, θρυψίνη κλπ.) ἀνήκουσιν ἴσως εἰς τὰς λευκωματοειδεῖς οὐσίας, πρὸς ἃς ἔχουσι κοινὰς τινὰς ἰδιότητας.» Ὅτι μὲ τὴν λέξιν λευκωματοειδῆ μεταφράζει τὴν λέξιν albuminoiden τοῦτο ἐπιβεβαιοῖ ὁ ἴδιος συγγραφεὺς ἐν τῷ κεφαλαίῳ περὶ πρωτεϊνῶν. 10) Οὐχ ὀλιγώτερον εὔθυμον εἶναι τὸ ἑπόμενον. Ἐν τῷ κεφαλαίῳ τῆς φυσιολογίας τοῦ, ὅπου ὁ λόγος περὶ τῆς σημασίας τῶν διαφόρων θρεπτικῶν οὐσιῶν λέγει: «Τὸ λεύκωμα ἅτε ἐμπεριέχον πάντα τὰ πρὸς ἀντικατάστασιν τῶν ὀργανικῶν οὐσιῶν τοῦ σώματος ἀπαιτούμενα στοιχεῖα, δύναται καὶ μόνον ἐν τῇ τροφῇ ὑπάρχον νὰ ἀντικαταστήσῃ πάσας τὰς καταναλισκομένας ὀργανικὰς οὐσίας τοῦ σώματος.» Ἀφίνω ἀσχολίαστον τὴν ἀνεπίτρεπτον ταύτην ἄγνοιαν περὶ τῆς συστάσεως τοῦ κρέατος. 11) Παρὰ τὰς κλασσικὰς ἐργασίας τοῦ C. Fischer, δι' ὧν ἀπεδείχθη ὅτι ἡ καφεΐνη εἶναι μεθυλιωμένη πουρίνη, ὁ ἡμέτερος συγγραφεὺς ὀνομάζει αὐτὴν ἀλκαλοειδές. Φειδόμενος ὑμῶν πάσαν ἀγαπητὲ συνάδελφε, δὲν ἀπαριθμῶ καὶ ἄλλα σφάλματα. Παρακαλῶ ὅμως ὑμᾶς ὅπως εὐαρεστηθῆτε ν' ἀπαντήσητε εἰς τὰς ἑπομένας δύο ἐρωτήσεις. α) Μετὰ τὴν διαπραξιν τοιούτων λαθῶν θὰ ἐθεωρεῖτε τὸ βιβλίον ὡς διδακτικὸν καὶ θὰ ἐπετρέπατε εἰς τὸν συγγραφέα τὴν διδασκαλίαν τῆς φυσιολογίας; β) Μετὰ τὴν αὐστηρότητα, ἥτις ὀφείλει νὰ χαρακτηρίζῃ τὴν ἐπιστήμην, δὲν θὰ ἀπεκρίνετε ὑποψήφιον διδάκτορα διαπράττοντα τοιαῦτα σφάλματα; Εὐχαριστῶν ἐκ τῶν προτέρων διατελῶ μεθ' ὅλως ἐξαιρέτου ὑπολήψεως Ὅλως ὑμέτερος ....... (*) Αἱ πληροφορίαι περὶ τῆς Ἐπιτροπῆς τῶν Νόβελ βραβείων καὶ ἡ Ἰατρικὴ διατριβὴ τῶν σοφῶν ἐγένετο πρὸς διαφώτισιν τοῦ κοινοῦ. [541, 267, 770, 1189]
sub-row-value: 7 [284, 351, 292, 364]
therapy-heading: ΘΕΡΑΠΕΙΑ [1300, 561, 1570, 587]
serial-subheadline: ΟΛΗ Η ΕΠΟΠΟΙΙΑ ΤΟΥ 62 [792, 188, 1006, 208]
ad-line-4: ΤΟΥ ΕΡΓΟΣΤΑΣΙΟΥ [469, 2046, 603, 2061]
american-subheading: ΕΥΕΡΓΕΤΗΜΑ ΔΙΑ ΤΑΣ ΟΙΚΟΓΕΝΕΙΑΣ [1314, 467, 1556, 481]
column-rule [774, 88, 776, 2108]
